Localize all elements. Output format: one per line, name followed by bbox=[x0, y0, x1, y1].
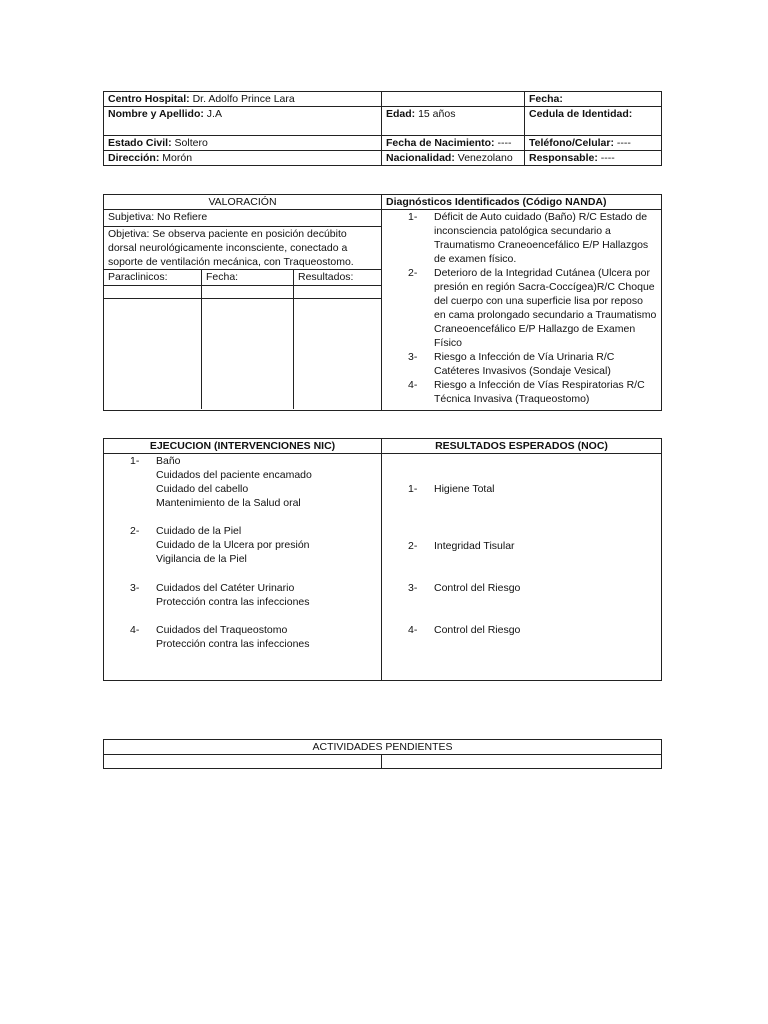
valoracion-table bbox=[103, 194, 662, 411]
actividades-title: ACTIVIDADES PENDIENTES bbox=[104, 740, 662, 755]
nacionalidad-cell: Nacionalidad: Venezolano bbox=[382, 151, 525, 166]
ejecucion-table bbox=[103, 438, 662, 681]
resultados-col: Resultados: bbox=[298, 271, 354, 283]
objetiva-text: Objetiva: Se observa paciente en posición decúbito dorsal neurológicamente inconsciente, conectado a soporte de ventilación mecánica, con Traqueostomo. bbox=[104, 227, 381, 270]
diagnosticos-cell bbox=[382, 210, 662, 411]
resultado-item: 3- Control del Riesgo bbox=[408, 582, 521, 594]
valoracion-cell bbox=[104, 210, 382, 411]
fecha-col: Fecha: bbox=[202, 270, 294, 285]
paraclinicos-col: Paraclinicos: bbox=[104, 270, 202, 285]
diagnostico-item: 2- Deterioro de la Integridad Cutánea (Ulcera por presión en región Sacra-Coccígea)R/C Choque del cuerpo con una superficie lisa por reposo en cama prolongado secundario a Traumatismo Craneoencefálico E/P Hallazgo de Examen Físico bbox=[408, 267, 657, 349]
diagnostico-item: 1- Déficit de Auto cuidado (Baño) R/C Estado de inconsciencia patológica secundario a Traumatismo Craneoencefálico E/P Hallazgos de examen físico. bbox=[408, 211, 649, 265]
paraclinicos-row bbox=[104, 299, 381, 409]
edad-cell: Edad: 15 años bbox=[382, 107, 525, 136]
valoracion-title: VALORACIÓN bbox=[104, 195, 382, 210]
cedula-cell: Cedula de Identidad: bbox=[525, 107, 662, 136]
empty-cell bbox=[382, 92, 525, 107]
diagnostico-item: 4- Riesgo a Infección de Vías Respiratorias R/C Técnica Invasiva (Traqueostomo) bbox=[408, 379, 645, 405]
fecha-cell: Fecha: bbox=[525, 92, 662, 107]
resultados-cell bbox=[382, 454, 662, 681]
estado-cell: Estado Civil: Soltero bbox=[104, 136, 382, 151]
direccion-cell: Dirección: Morón bbox=[104, 151, 382, 166]
diagnostico-item: 3- Riesgo a Infección de Vía Urinaria R/C Catéteres Invasivos (Sondaje Vesical) bbox=[408, 351, 615, 377]
resultados-title: RESULTADOS ESPERADOS (NOC) bbox=[382, 439, 662, 454]
actividades-table bbox=[103, 739, 662, 769]
centro-cell: Centro Hospital: Dr. Adolfo Prince Lara bbox=[104, 92, 382, 107]
patient-info-table bbox=[103, 91, 662, 166]
diagnosticos-title: Diagnósticos Identificados (Código NANDA) bbox=[382, 195, 662, 210]
ejecucion-title: EJECUCION (INTERVENCIONES NIC) bbox=[104, 439, 382, 454]
resultado-item: 1- Higiene Total bbox=[408, 483, 495, 495]
paraclinicos-header-row bbox=[104, 270, 381, 286]
paraclinicos-row bbox=[104, 286, 381, 299]
resultado-item: 2- Integridad Tisular bbox=[408, 540, 515, 552]
ejecucion-item: 2- Cuidado de la Piel Cuidado de la Ulcera por presión Vigilancia de la Piel bbox=[130, 525, 310, 565]
ejecucion-item: 3- Cuidados del Catéter Urinario Protección contra las infecciones bbox=[130, 582, 310, 608]
resultado-item: 4- Control del Riesgo bbox=[408, 624, 521, 636]
ejecucion-item: 1- Baño Cuidados del paciente encamado Cuidado del cabello Mantenimiento de la Salud oral bbox=[130, 455, 312, 509]
actividades-cell-left bbox=[104, 755, 382, 769]
telefono-cell: Teléfono/Celular: ---- bbox=[525, 136, 662, 151]
ejecucion-item: 4- Cuidados del Traqueostomo Protección contra las infecciones bbox=[130, 624, 310, 650]
subjetiva-text: Subjetiva: No Refiere bbox=[104, 210, 381, 227]
nombre-cell: Nombre y Apellido: J.A bbox=[104, 107, 382, 136]
nacimiento-cell: Fecha de Nacimiento: ---- bbox=[382, 136, 525, 151]
responsable-cell: Responsable: ---- bbox=[525, 151, 662, 166]
ejecucion-cell bbox=[104, 454, 382, 681]
actividades-cell-right bbox=[382, 755, 662, 769]
